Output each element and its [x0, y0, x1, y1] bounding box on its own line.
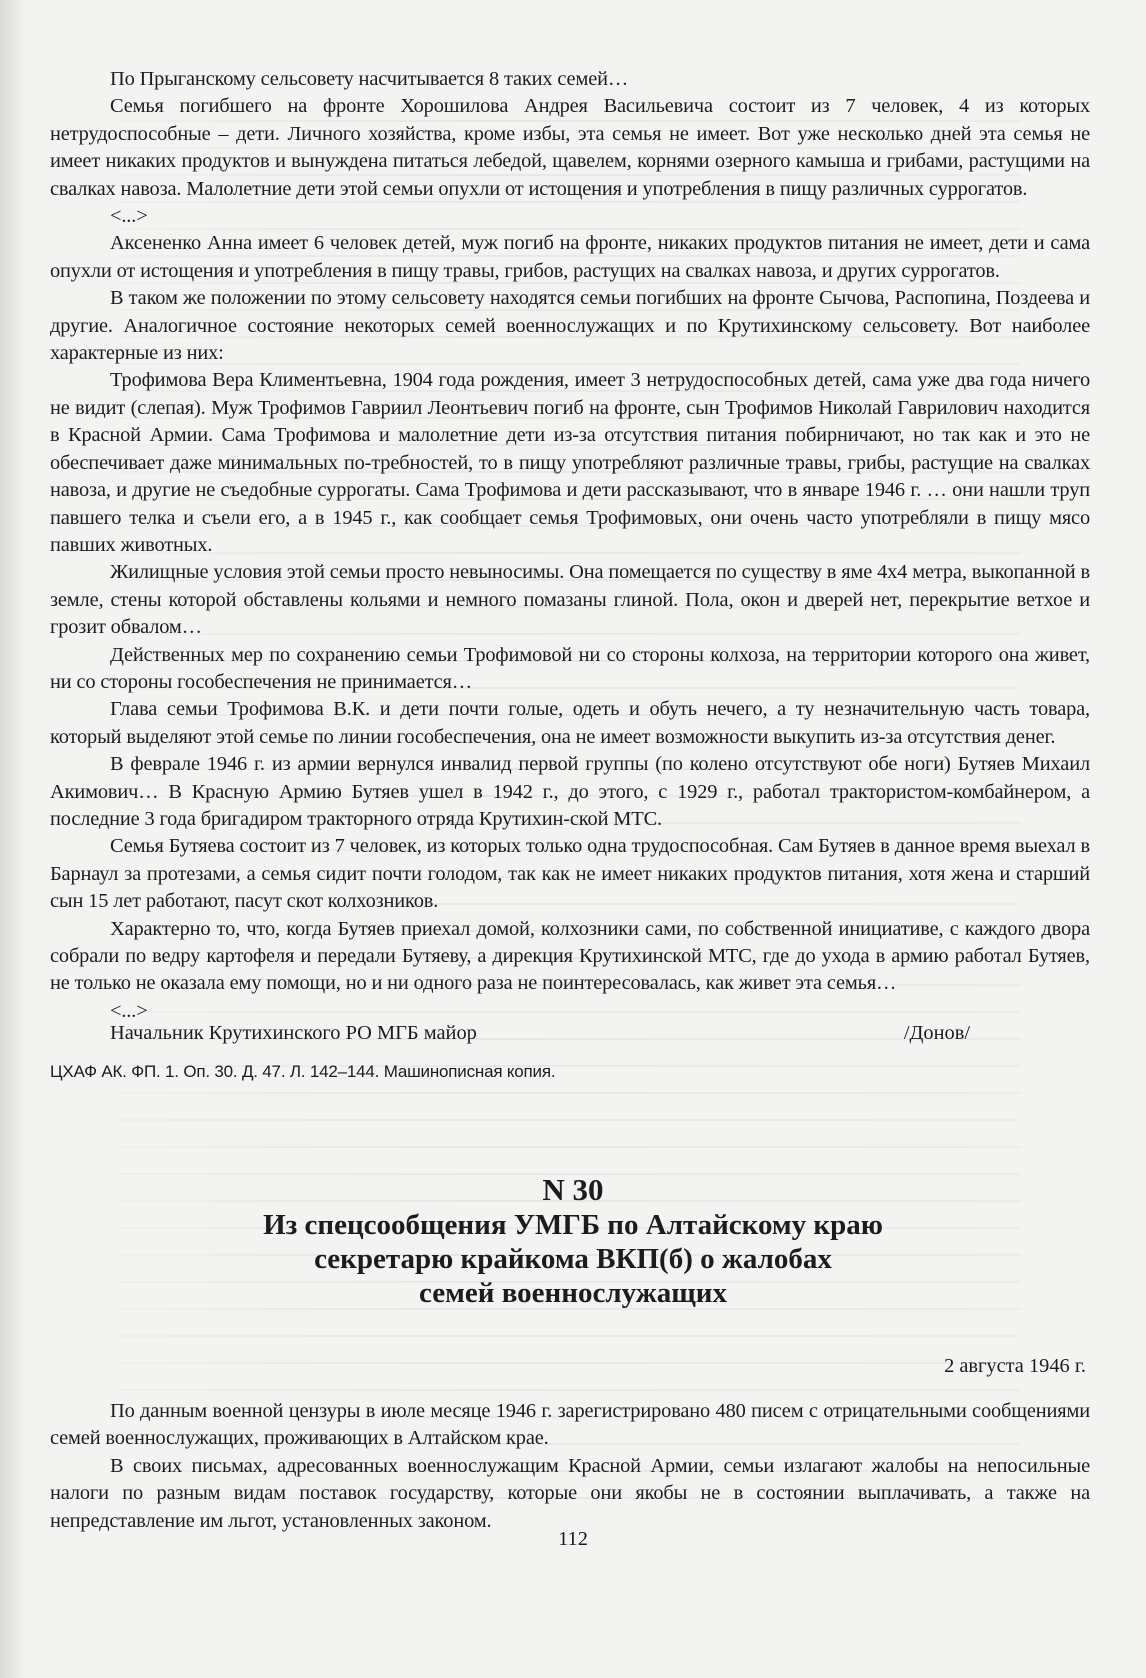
paragraph: Глава семьи Трофимова В.К. и дети почти голые, одеть и обуть нечего, а ту незначительную часть товара, который выделяют этой семье по линии гособеспечения, она не имеет возможности выкупить из-за отсутствия денег.	[50, 698, 1090, 748]
page-number: 112	[558, 1528, 588, 1550]
document-title-line: семей военнослужащих	[419, 1277, 727, 1309]
document-number: N 30	[542, 1172, 604, 1207]
paragraph: Жилищные условия этой семьи просто невыносимы. Она помещается по существу в яме 4х4 метра, выкопанной в земле, стены которой обставлены кольями и немного помазаны глиной. Пола, окон и дверей нет, перекрытие ветхое и грозит обвалом…	[50, 561, 1090, 639]
paragraph: Трофимова Вера Климентьевна, 1904 года рождения, имеет 3 нетрудоспособных детей, сама уже два года ничего не видит (слепая). Муж Трофимов Гавриил Леонтьевич погиб на фронте, сын Трофимов Николай Гаврилович находится в Красной Армии. Сама Трофимова и малолетние дети из-за отсутствия питания побирничают, но так как и это не обеспечивает даже минимальных по-требностей, то в пищу употребляют различные травы, грибы, растущие на свалках навоза, и другие не съедобные суррогаты. Сама Трофимова и дети рассказывают, что в январе 1946 г. … они нашли труп павшего телка и съели его, а в 1945 г., как сообщает семья Трофимовых, они очень часто употребляли в пищу мясо павших животных.	[50, 369, 1090, 556]
paragraph: По Прыганскому сельсовету насчитывается 8 таких семей…	[110, 68, 629, 90]
signatory-name: /Донов/	[903, 1022, 970, 1044]
paragraph: Характерно то, что, когда Бутяев приехал домой, колхозники сами, по собственной инициативе, с каждого двора собрали по ведру картофеля и передали Бутяеву, а дирекция Крутихинской МТС, где до ухода в армию работал Бутяев, не только не оказала ему помощи, но и ни одного раза не поинтересовалась, как живет эта семья…	[50, 917, 1090, 995]
document-title-line: секретарю крайкома ВКП(б) о жалобах	[314, 1243, 832, 1275]
document-body	[50, 66, 1090, 1025]
paragraph: По данным военной цензуры в июле месяце 1946 г. зарегистрировано 480 писем с отрицательными сообщениями семей военнослужащих, проживающих в Алтайском крае.	[50, 1400, 1090, 1450]
document-body-2	[50, 1398, 1090, 1535]
paragraph: В своих письмах, адресованных военнослужащим Красной Армии, семьи излагают жалобы на непосильные налоги по разным видам поставок государству, которые они якобы не в состоянии выплачивать, а также на непредставление им льгот, установленных законом.	[50, 1454, 1090, 1532]
archive-source-reference: ЦХАФ АК. ФП. 1. Оп. 30. Д. 47. Л. 142–144. Машинописная копия.	[50, 1062, 556, 1081]
paragraph: В таком же положении по этому сельсовету находятся семьи погибших на фронте Сычова, Распопина, Поздеева и другие. Аналогичное состояние некоторых семей военнослужащих и по Крутихинскому сельсовету. Вот наиболее характерные из них:	[50, 287, 1090, 365]
paragraph: В феврале 1946 г. из армии вернулся инвалид первой группы (по колено отсутствуют обе ноги) Бутяев Михаил Акимович… В Красную Армию Бутяев ушел в 1942 г., до этого, с 1929 г., работал трактористом-комбайнером, а последние 3 года бригадиром тракторного отряда Крутихин-ской МТС.	[50, 753, 1090, 830]
omission-marker: <...>	[110, 999, 148, 1022]
signature-line	[110, 1020, 970, 1047]
paragraph: Аксененко Анна имеет 6 человек детей, муж погиб на фронте, никаких продуктов питания не имеет, дети и сама опухли от истощения и употребления в пищу травы, грибов, растущих на свалках навоза, и других суррогатов.	[50, 232, 1090, 282]
document-date: 2 августа 1946 г.	[944, 1355, 1086, 1377]
omission-marker: <...>	[110, 205, 148, 228]
paragraph: Семья погибшего на фронте Хорошилова Андрея Васильевича состоит из 7 человек, 4 из которых нетрудоспособные – дети. Личного хозяйства, кроме избы, эта семья не имеет. Вот уже несколько дней эта семья не имеет никаких продуктов и вынуждена питаться лебедой, щавелем, корнями озерного камыша и грибами, растущими на свалках навоза. Малолетние дети этой семьи опухли от истощения и употребления в пищу различных суррогатов.	[50, 95, 1090, 200]
paragraph: Действенных мер по сохранению семьи Трофимовой ни со стороны колхоза, на территории которого она живет, ни со стороны гособеспечения не принимается…	[50, 643, 1090, 693]
signatory-position: Начальник Крутихинского РО МГБ майор	[110, 1022, 477, 1044]
document-title-line: Из спецсообщения УМГБ по Алтайскому краю	[263, 1209, 883, 1241]
paragraph: Семья Бутяева состоит из 7 человек, из которых только одна трудоспособная. Сам Бутяев в данное время выехал в Барнаул за протезами, а семья сидит почти голодом, так как не имеет никаких продуктов питания, хотя жена и старший сын 15 лет работают, пасут скот колхозников.	[50, 835, 1090, 913]
document-heading	[80, 1172, 1066, 1310]
